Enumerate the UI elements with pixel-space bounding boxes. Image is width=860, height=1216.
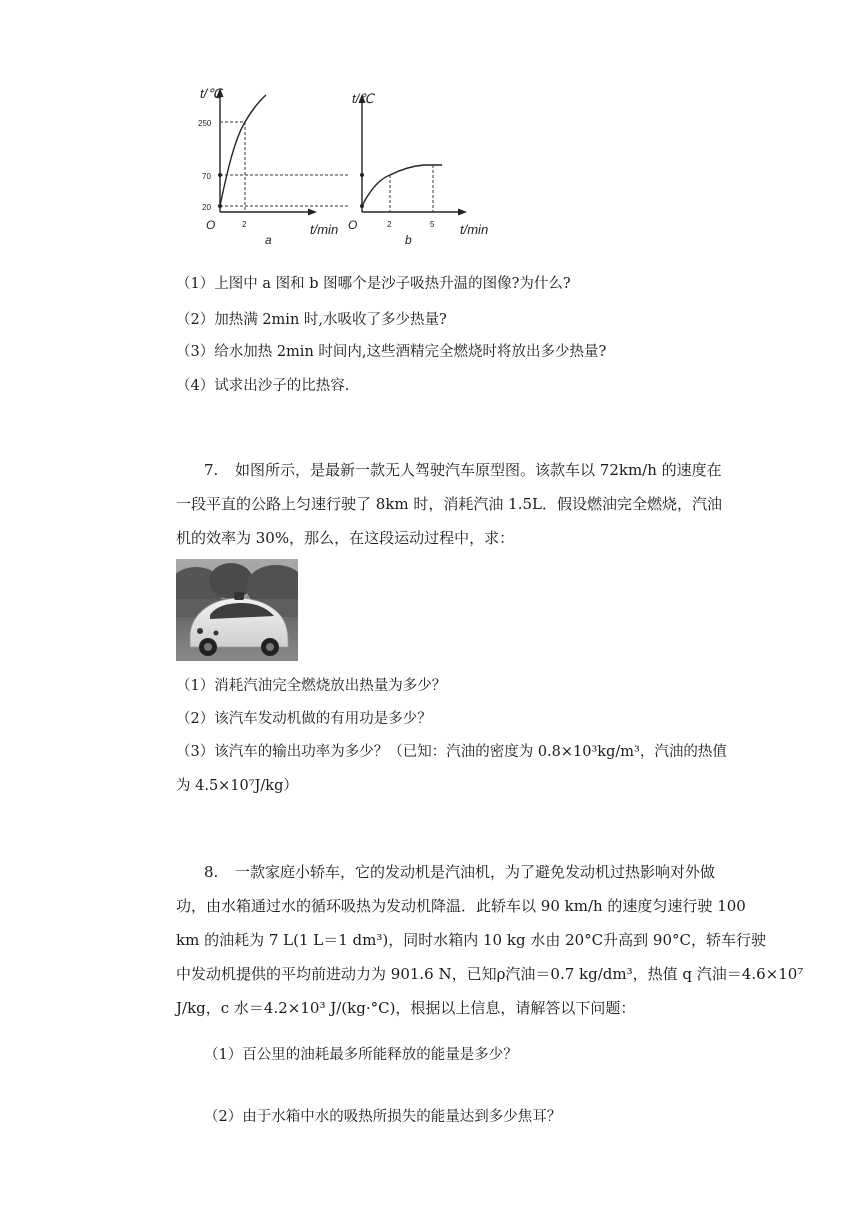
graph-b bbox=[342, 82, 502, 252]
q7-para-2: 一段平直的公路上匀速行驶了 8km 时，消耗汽油 1.5L．假设燃油完全燃烧，汽油 bbox=[176, 495, 722, 513]
graph-b-y-label: t/℃ bbox=[352, 91, 374, 106]
graph-a-caption: a bbox=[265, 233, 272, 247]
q7-para-3: 机的效率为 30%，那么，在这段运动过程中，求： bbox=[176, 529, 515, 547]
q8-item-1: （1）百公里的油耗最多所能释放的能量是多少？ bbox=[204, 1047, 518, 1063]
graph-a-x-label: t/min bbox=[310, 222, 339, 237]
graph-b-caption: b bbox=[405, 233, 412, 247]
q6-item-3: （3）给水加热 2min 时间内,这些酒精完全燃烧时将放出多少热量? bbox=[176, 344, 607, 360]
q8-para-3: km 的油耗为 7 L(1 L＝1 dm³)，同时水箱内 10 kg 水由 20°C升高到 90°C，轿车行驶 bbox=[176, 931, 766, 949]
q8-para-5: J/kg，c 水＝4.2×10³ J/(kg·°C)，根据以上信息，请解答以下问题： bbox=[176, 999, 636, 1017]
graph-b-x-tick-5: 5 bbox=[430, 220, 435, 229]
graph-a-origin: O bbox=[206, 218, 216, 232]
graph-b-x-label: t/min bbox=[460, 222, 489, 237]
q8-para-4: 中发动机提供的平均前进动力为 901.6 N，已知ρ汽油＝0.7 kg/dm³，热值 q 汽油＝4.6×10⁷ bbox=[176, 965, 804, 983]
q7-item-2: （2）该汽车发动机做的有用功是多少？ bbox=[176, 711, 432, 727]
q7-number: 7. bbox=[204, 461, 219, 479]
graph-b-x-tick-2: 2 bbox=[387, 220, 392, 229]
graph-a-x-arrow bbox=[308, 209, 317, 216]
graph-a-y-label: t/℃ bbox=[200, 86, 222, 101]
q7-item-3: （3）该汽车的输出功率为多少？（已知：汽油的密度为 0.8×10³kg/m³，汽油的热值 bbox=[176, 744, 727, 760]
q6-item-1: （1）上图中 a 图和 b 图哪个是沙子吸热升温的图像?为什么? bbox=[176, 276, 571, 292]
graph-b-origin: O bbox=[348, 218, 358, 232]
q6-item-2: （2）加热满 2min 时,水吸收了多少热量? bbox=[176, 312, 447, 328]
q8-para-2: 功，由水箱通过水的循环吸热为发动机降温．此轿车以 90 km/h 的速度匀速行驶 100 bbox=[176, 897, 746, 915]
graph-b-x-arrow bbox=[458, 209, 467, 216]
graph-a-curve bbox=[220, 95, 266, 206]
q6-item-4: （4）试求出沙子的比热容. bbox=[176, 378, 350, 394]
q7-item-1: （1）消耗汽油完全燃烧放出热量为多少？ bbox=[176, 678, 447, 694]
graph-a-dot-70 bbox=[218, 173, 222, 177]
graph-a-tick-250: 250 bbox=[198, 119, 212, 128]
graph-b-curve bbox=[362, 165, 442, 206]
graph-a bbox=[190, 82, 350, 252]
graph-a-tick-20: 20 bbox=[202, 203, 211, 212]
graph-a-tick-70: 70 bbox=[202, 172, 211, 181]
self-driving-car-photo bbox=[176, 559, 298, 661]
q8-number: 8. bbox=[204, 863, 219, 881]
graph-b-dot-top bbox=[360, 173, 364, 177]
graph-a-x-tick-2: 2 bbox=[242, 220, 247, 229]
q8-para-1: 一款家庭小轿车，它的发动机是汽油机，为了避免发动机过热影响对外做 bbox=[235, 863, 716, 881]
q7-item-4: 为 4.5×10⁷J/kg） bbox=[176, 778, 298, 794]
q7-para-1: 如图所示，是最新一款无人驾驶汽车原型图。该款车以 72km/h 的速度在 bbox=[235, 461, 722, 479]
q8-item-2: （2）由于水箱中水的吸热所损失的能量达到多少焦耳？ bbox=[204, 1109, 562, 1125]
graph-b-dot-bottom bbox=[360, 204, 364, 208]
graph-a-dot-20 bbox=[218, 204, 222, 208]
